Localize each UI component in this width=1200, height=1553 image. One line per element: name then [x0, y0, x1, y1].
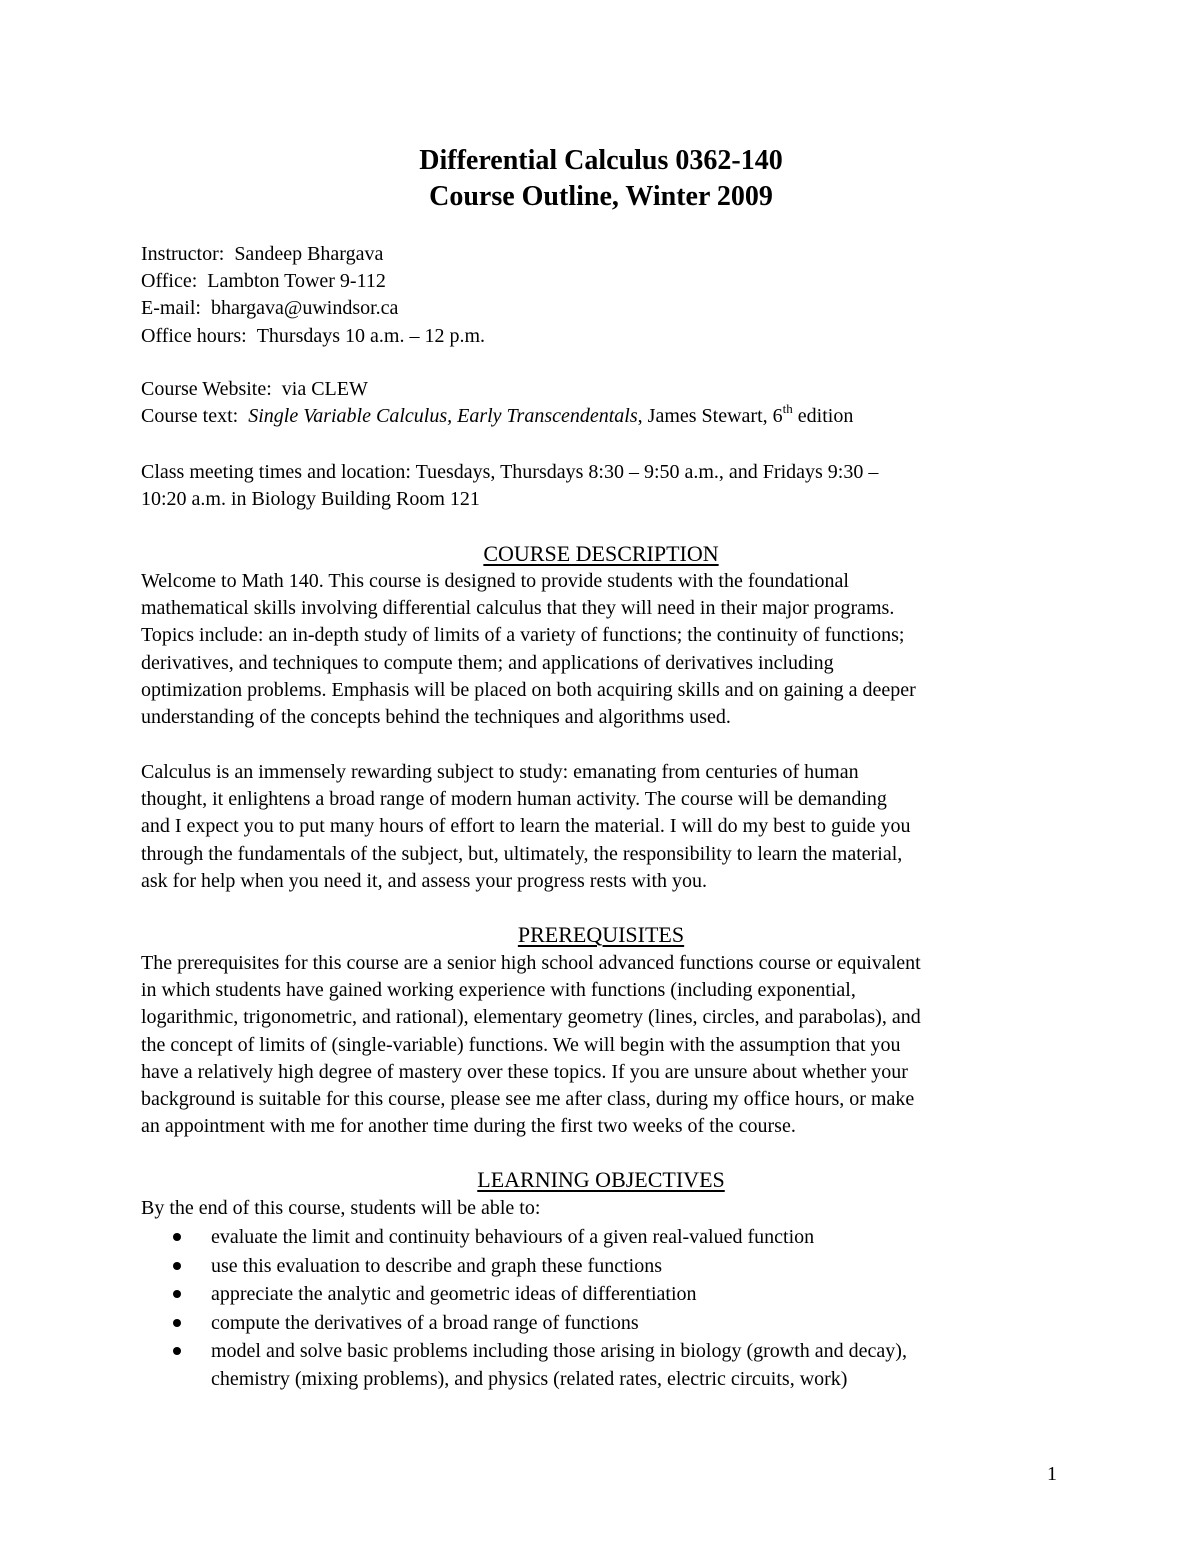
objective-item	[141, 1280, 1061, 1309]
office-hours-line: Office hours: Thursdays 10 a.m. – 12 p.m.	[141, 324, 486, 347]
description-paragraph-2-line: thought, it enlightens a broad range of modern human activity. The course will be demanding	[141, 788, 887, 811]
description-paragraph-1-line: mathematical skills involving differential calculus that they will need in their major programs.	[141, 597, 895, 620]
office-line: Office: Lambton Tower 9-112	[141, 270, 386, 293]
prerequisites-line: have a relatively high degree of mastery over these topics. If you are unsure about whether your	[141, 1060, 908, 1083]
description-paragraph-2-line: ask for help when you need it, and assess your progress rests with you.	[141, 869, 708, 892]
description-paragraph-1-line: derivatives, and techniques to compute them; and applications of derivatives including	[141, 651, 834, 674]
email-line: E-mail: bhargava@uwindsor.ca	[141, 297, 399, 320]
bullet-icon	[173, 1233, 181, 1241]
description-paragraph-2-line: and I expect you to put many hours of effort to learn the material. I will do my best to guide you	[141, 815, 911, 838]
title-line-2: Course Outline, Winter 2009	[429, 181, 773, 212]
meeting-line-1: Class meeting times and location: Tuesdays, Thursdays 8:30 – 9:50 a.m., and Fridays 9:30 –	[141, 461, 879, 483]
learning-objectives-heading: LEARNING OBJECTIVES	[477, 1167, 725, 1192]
title-line-1: Differential Calculus 0362-140	[419, 145, 783, 176]
meeting-line-2: 10:20 a.m. in Biology Building Room 121	[141, 488, 480, 511]
objective-item	[141, 1309, 1061, 1338]
class-meeting-info	[141, 459, 1061, 513]
objectives-list	[141, 1223, 1061, 1393]
email-link[interactable]: bhargava@uwindsor.ca	[210, 297, 399, 320]
prerequisites-line: The prerequisites for this course are a senior high school advanced functions course or equivalent	[141, 952, 921, 974]
description-paragraph-2-line: through the fundamentals of the subject, but, ultimately, the responsibility to learn the material,	[141, 842, 903, 865]
objective-text: compute the derivatives of a broad range of functions	[211, 1311, 639, 1334]
document-title	[141, 143, 1061, 215]
description-paragraph-1	[141, 568, 1061, 731]
objective-item	[141, 1252, 1061, 1281]
objective-text: appreciate the analytic and geometric ideas of differentiation	[211, 1283, 697, 1306]
course-resources	[141, 376, 1061, 430]
bullet-icon	[173, 1319, 181, 1327]
bullet-icon	[173, 1347, 181, 1355]
bullet-icon	[173, 1262, 181, 1270]
objective-text: model and solve basic problems including those arising in biology (growth and decay),	[211, 1340, 907, 1363]
contact-info	[141, 241, 1061, 350]
prerequisites-line: the concept of limits of (single-variable) functions. We will begin with the assumption that you	[141, 1033, 901, 1056]
course-text-line: Course text: Single Variable Calculus, Early Transcendentals, James Stewart, 6th edition	[141, 401, 854, 428]
prerequisites-heading: PREREQUISITES	[517, 922, 685, 947]
bullet-icon	[173, 1290, 181, 1298]
description-paragraph-2	[141, 759, 1061, 895]
objective-item	[141, 1337, 1061, 1366]
objective-text: evaluate the limit and continuity behaviours of a given real-valued function	[211, 1226, 815, 1248]
description-paragraph-1-line: optimization problems. Emphasis will be placed on both acquiring skills and on gaining a deeper	[141, 678, 916, 701]
textbook-title: Single Variable Calculus, Early Transcendentals	[248, 405, 638, 428]
course-description-heading: COURSE DESCRIPTION	[483, 541, 719, 566]
document-page	[141, 0, 1061, 1553]
objective-text: chemistry (mixing problems), and physics (related rates, electric circuits, work)	[211, 1367, 848, 1390]
description-paragraph-2-line: Calculus is an immensely rewarding subject to study: emanating from centuries of human	[141, 761, 859, 783]
prerequisites-line: logarithmic, trigonometric, and rational), elementary geometry (lines, circles, and parabolas), and	[141, 1006, 921, 1029]
instructor-line: Instructor: Sandeep Bhargava	[141, 243, 384, 265]
prerequisites-paragraph	[141, 950, 1061, 1140]
objective-text: use this evaluation to describe and graph these functions	[211, 1254, 662, 1277]
objective-item	[141, 1223, 1061, 1252]
prerequisites-line: background is suitable for this course, please see me after class, during my office hours, or make	[141, 1088, 915, 1111]
description-paragraph-1-line: Welcome to Math 140. This course is designed to provide students with the foundational	[141, 570, 849, 592]
prerequisites-line: in which students have gained working experience with functions (including exponential,	[141, 979, 856, 1002]
objective-item-continuation	[141, 1366, 1061, 1393]
objectives-intro: By the end of this course, students will be able to:	[141, 1197, 541, 1219]
prerequisites-line: an appointment with me for another time during the first two weeks of the course.	[141, 1115, 796, 1138]
description-paragraph-1-line: understanding of the concepts behind the techniques and algorithms used.	[141, 706, 731, 729]
description-paragraph-1-line: Topics include: an in-depth study of limits of a variety of functions; the continuity of functions;	[141, 624, 905, 647]
page-number: 1	[1047, 1463, 1057, 1485]
course-website-line: Course Website: via CLEW	[141, 378, 368, 400]
